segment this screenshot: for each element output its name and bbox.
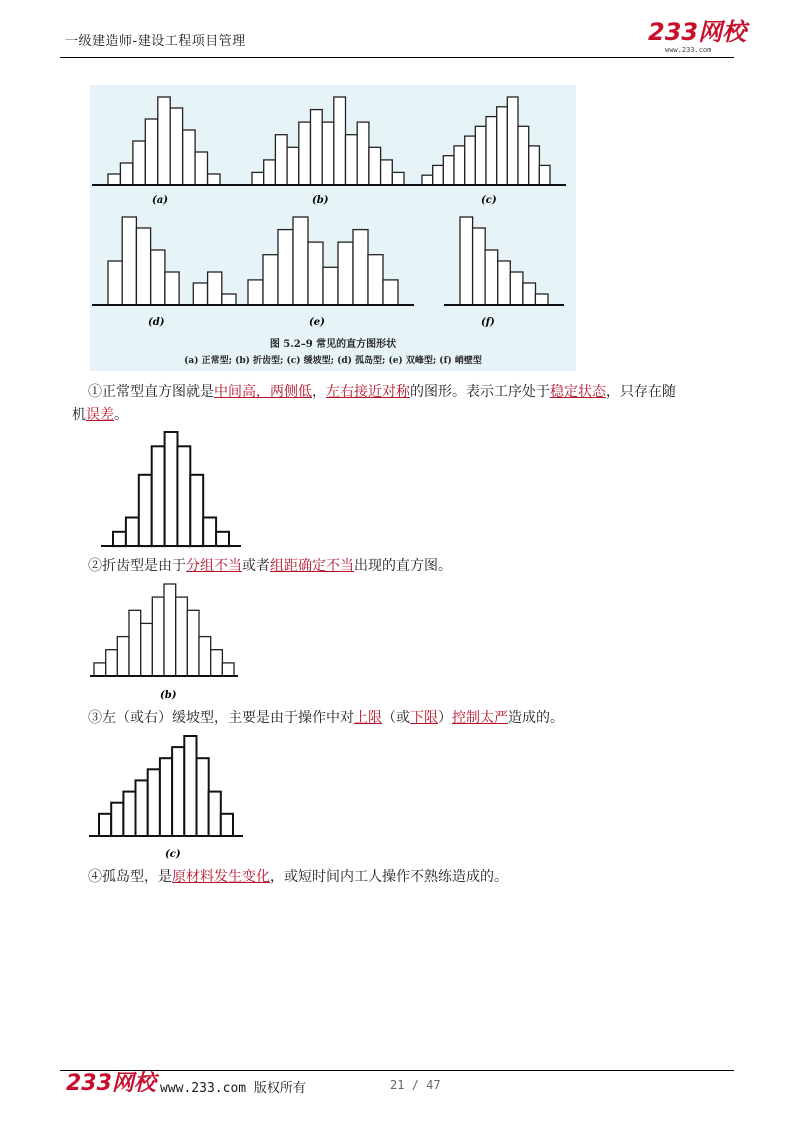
histogram-bar [129, 610, 141, 676]
histogram-bar [369, 147, 381, 185]
histogram-bar [136, 780, 148, 836]
histogram-shapes-figure [90, 85, 576, 371]
gentle-slope-label: (c) [165, 849, 181, 860]
text: 机 [72, 407, 86, 423]
panel-label-a: (a) [152, 195, 168, 206]
histogram-bar [433, 165, 444, 185]
header-title: 一级建造师-建设工程项目管理 [65, 34, 246, 49]
paragraph-gentle-slope-type [88, 707, 738, 729]
gentle-slope-histogram-bars [89, 736, 243, 836]
illustration-gentle-slope-histogram [85, 732, 245, 862]
panel-label-c: (c) [481, 195, 497, 206]
histogram-bar [287, 147, 299, 185]
footer-divider [60, 1070, 734, 1071]
histogram-bar [136, 228, 150, 305]
key-term: 上限 [354, 710, 382, 726]
histogram-bar [113, 532, 126, 546]
histogram-panel-normal [92, 97, 236, 185]
brand-logo-url: www.233.com [665, 46, 712, 54]
histogram-bar [460, 217, 473, 305]
histogram-bar [338, 242, 353, 305]
histogram-bar [123, 792, 135, 836]
key-term: 左右接近对称 [326, 384, 410, 400]
histogram-bar [334, 97, 346, 185]
page-number: 21 / 47 [390, 1078, 441, 1092]
histogram-bar [322, 122, 334, 185]
histogram-bar [263, 255, 278, 305]
histogram-bar [211, 650, 223, 676]
text: ， [312, 384, 326, 400]
illustration-normal-histogram [95, 425, 245, 550]
histogram-bar [222, 663, 234, 676]
text: （或 [382, 710, 410, 726]
histogram-bar [133, 141, 145, 185]
histogram-bar [94, 663, 106, 676]
histogram-bar [473, 228, 486, 305]
key-term: 控制太严 [452, 710, 508, 726]
histogram-bar [108, 174, 120, 185]
key-term: 原材料发生变化 [172, 869, 270, 885]
histogram-bar [222, 294, 236, 305]
histogram-bar [165, 432, 178, 546]
text: ②折齿型是由于 [88, 558, 186, 574]
histogram-bar [148, 769, 160, 836]
histogram-bar [381, 160, 393, 185]
text: ①正常型直方图就是 [88, 384, 214, 400]
histogram-bar [523, 283, 536, 305]
histogram-bar [151, 250, 165, 305]
histogram-bar [216, 532, 229, 546]
histogram-bar [117, 637, 129, 676]
histogram-bar [208, 272, 222, 305]
histogram-bar [165, 272, 179, 305]
histogram-bar [111, 803, 123, 836]
histogram-bar [278, 230, 293, 305]
histogram-bar [357, 122, 369, 185]
text: ，或短时间内工人操作不熟练造成的。 [270, 869, 508, 885]
text: ④孤岛型，是 [88, 869, 172, 885]
histogram-bar [507, 97, 518, 185]
histogram-bar [120, 163, 132, 185]
histogram-bar [252, 172, 264, 185]
panel-label-b: (b) [312, 195, 329, 206]
histogram-bar [485, 250, 498, 305]
text: 出现的直方图。 [354, 558, 452, 574]
histogram-bar [183, 130, 195, 185]
figure-caption-legend: (a) 正常型; (b) 折齿型; (c) 缓坡型; (d) 孤岛型; (e) 双峰型; (f) 峭壁型 [184, 356, 482, 366]
figure-caption-title: 图 5.2–9 常见的直方图形状 [269, 339, 397, 350]
histogram-bar [323, 267, 338, 305]
histogram-bar [383, 280, 398, 305]
histogram-bar [99, 814, 111, 836]
paragraph-sawtooth-type [88, 555, 738, 577]
histogram-bar [106, 650, 118, 676]
histogram-bar [422, 175, 433, 185]
histogram-bar [209, 792, 221, 836]
histogram-bar [311, 110, 323, 185]
histogram-bar [139, 475, 152, 546]
text: 的图形。表示工序处于 [410, 384, 550, 400]
key-term: 误差 [86, 407, 114, 423]
histogram-panel-island [92, 217, 252, 305]
key-term: 组距确定不当 [270, 558, 354, 574]
histogram-bar [176, 597, 188, 676]
footer-copyright: www.233.com 版权所有 [160, 1081, 306, 1096]
text: ③左（或右）缓坡型，主要是由于操作中对 [88, 710, 354, 726]
histogram-bar [172, 747, 184, 836]
histogram-bar [392, 172, 404, 185]
brand-logo: 233网校 [648, 18, 747, 46]
histogram-bar [264, 160, 276, 185]
histogram-bar [187, 610, 199, 676]
histogram-panel-gentle-slope [406, 97, 566, 185]
histogram-bar [208, 174, 220, 185]
histogram-panel-sawtooth [236, 97, 420, 185]
histogram-bar [160, 758, 172, 836]
text: 造成的。 [508, 710, 564, 726]
histogram-bar [443, 156, 454, 185]
histogram-bar [193, 283, 207, 305]
normal-histogram-bars [101, 432, 241, 546]
illustration-sawtooth-histogram [88, 580, 248, 702]
histogram-bar [529, 146, 540, 185]
paragraph-normal-type-cont [72, 404, 722, 426]
footer-logo: 233网校 [66, 1071, 156, 1096]
histogram-bar [199, 637, 211, 676]
histogram-bar [293, 217, 308, 305]
panel-label-e: (e) [309, 317, 325, 328]
histogram-bar [510, 272, 523, 305]
histogram-bar [308, 242, 323, 305]
key-term: 稳定状态 [550, 384, 606, 400]
sawtooth-label: (b) [160, 690, 177, 701]
histogram-bar [152, 597, 164, 676]
histogram-bar [248, 280, 263, 305]
key-term: 下限 [410, 710, 438, 726]
histogram-bar [164, 584, 176, 676]
histogram-bar [539, 165, 550, 185]
histogram-bar [353, 230, 368, 305]
histogram-bar [145, 119, 157, 185]
histogram-bar [170, 108, 182, 185]
histogram-bar [475, 126, 486, 185]
histogram-bar [346, 135, 358, 185]
histogram-bar [158, 97, 170, 185]
histogram-panel-double-peak [232, 217, 414, 305]
text: ） [438, 710, 452, 726]
histogram-bar [108, 261, 122, 305]
histogram-bar [195, 152, 207, 185]
histogram-bar [141, 623, 153, 676]
histogram-bar [221, 814, 233, 836]
paragraph-normal-type [88, 381, 738, 403]
key-term: 中间高，两侧低 [214, 384, 312, 400]
histogram-bar [465, 136, 476, 185]
histogram-panel-cliff [444, 217, 564, 305]
histogram-bar [203, 518, 216, 547]
histogram-bar [498, 261, 511, 305]
key-term: 分组不当 [186, 558, 242, 574]
histogram-bar [535, 294, 548, 305]
histogram-bar [190, 475, 203, 546]
histogram-bar [299, 122, 311, 185]
sawtooth-histogram-bars [90, 584, 238, 676]
histogram-bar [518, 126, 529, 185]
panel-label-d: (d) [148, 317, 165, 328]
histogram-bar [275, 135, 287, 185]
text: 或者 [242, 558, 270, 574]
text: 。 [114, 407, 128, 423]
histogram-bar [486, 117, 497, 185]
paragraph-island-type [88, 866, 738, 888]
histogram-bar [177, 446, 190, 546]
panel-label-f: (f) [481, 317, 495, 328]
histogram-bar [126, 518, 139, 547]
histogram-bar [122, 217, 136, 305]
histogram-bar [497, 107, 508, 185]
histogram-bar [184, 736, 196, 836]
histogram-bar [454, 146, 465, 185]
text: ，只存在随 [606, 384, 676, 400]
header-divider [60, 57, 734, 58]
histogram-bar [152, 446, 165, 546]
histogram-bar [197, 758, 209, 836]
histogram-panels [90, 85, 576, 335]
histogram-bar [368, 255, 383, 305]
